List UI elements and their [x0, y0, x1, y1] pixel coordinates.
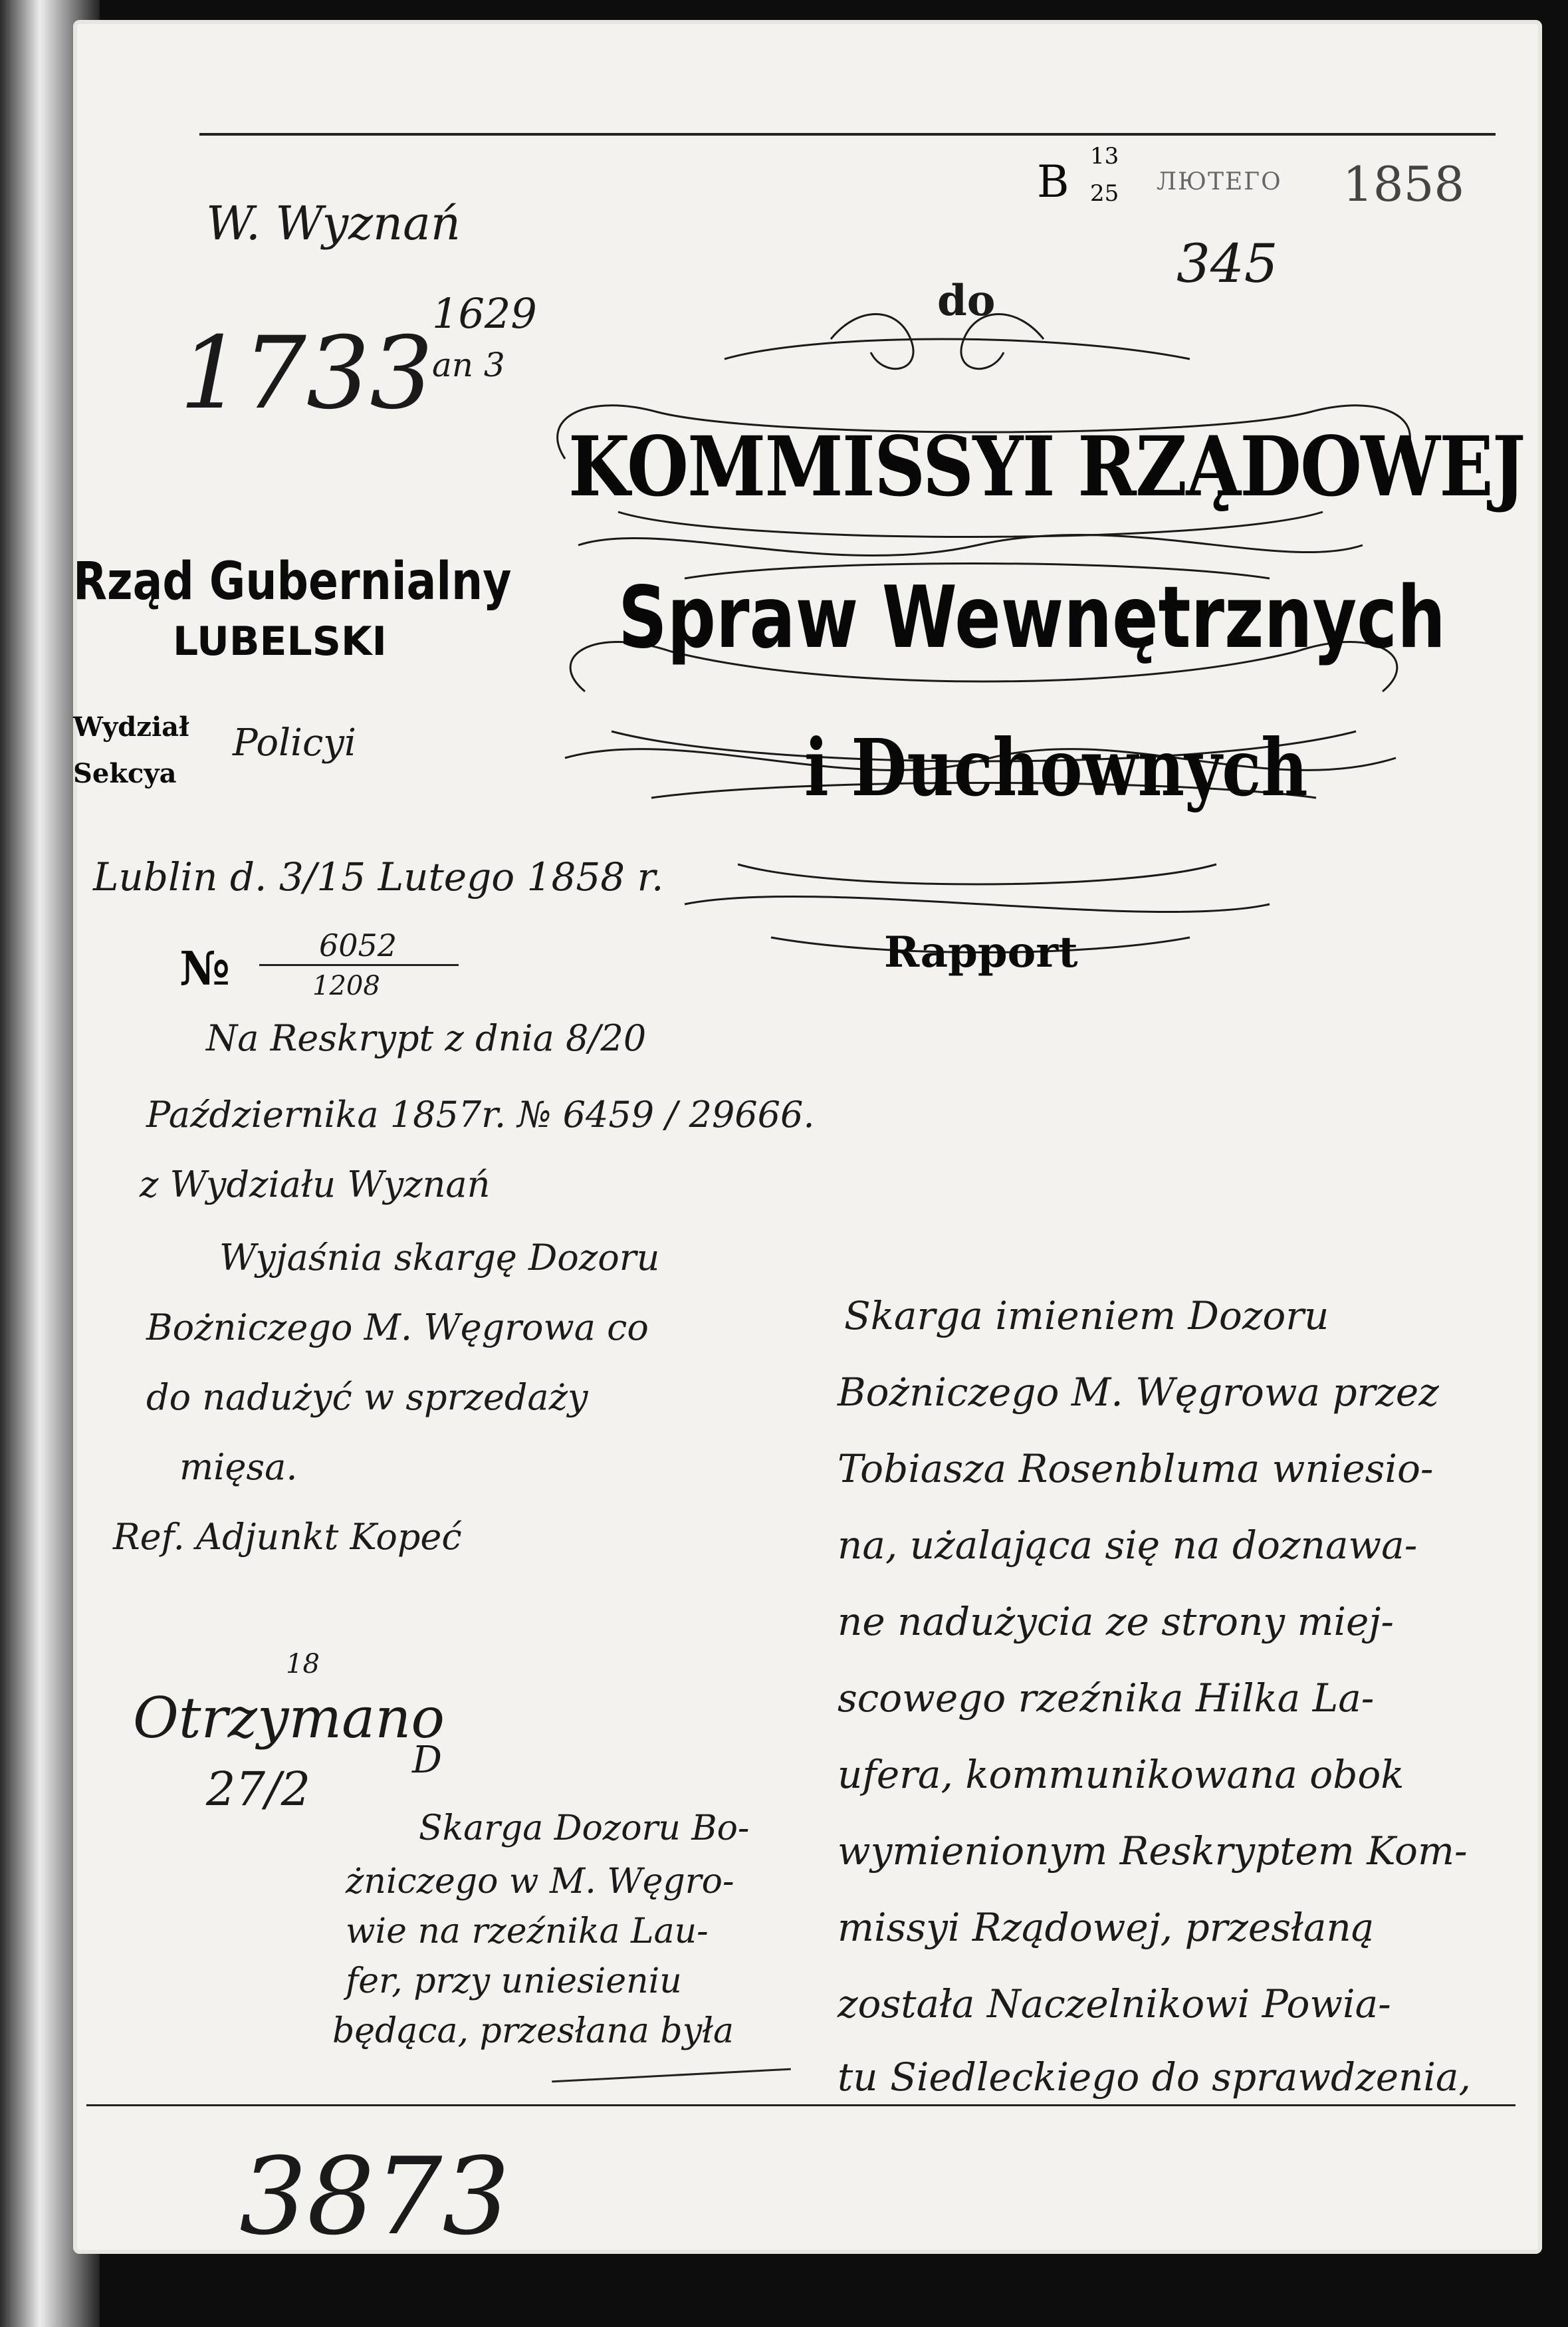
- document-page: [73, 20, 1542, 2259]
- bottom-rule: [86, 2104, 1515, 2106]
- no-value-bottom: 1208: [312, 971, 380, 1001]
- no-rule: [259, 964, 459, 966]
- sender-line1: Rząd Gubernialny: [73, 552, 512, 612]
- ref-line-6: do nadużyć w sprzedaży: [146, 1376, 588, 1418]
- no-value-top: 6052: [319, 927, 397, 963]
- ref-line-8: Ref. Adjunkt Kopeć: [113, 1516, 462, 1558]
- sender-line2: LUBELSKI: [173, 618, 387, 665]
- ref-line-1: Na Reskrypt z dnia 8/20: [206, 1017, 647, 1059]
- stamp-letter: B: [1037, 156, 1069, 207]
- annotation-line-2: żniczego w M. Węgro-: [346, 1862, 734, 1901]
- note-number-small: 1629: [432, 289, 537, 338]
- wydzial-value: Policyi: [233, 721, 356, 765]
- top-rule: [199, 133, 1496, 136]
- no-label: №: [179, 941, 231, 996]
- body-line-5: ne nadużycia ze strony miej-: [838, 1599, 1394, 1644]
- ref-line-7: mięsa.: [179, 1446, 298, 1488]
- doc-type-rapport: Rapport: [884, 927, 1078, 977]
- note-wyznan: W. Wyznań: [206, 196, 461, 251]
- header-line3: i Duchownych: [804, 721, 1308, 814]
- body-line-1: Skarga imieniem Dozoru: [844, 1293, 1329, 1338]
- ref-line-5: Bożniczego M. Węgrowa co: [146, 1306, 649, 1348]
- sekcya-label: Sekcya: [73, 758, 177, 789]
- annotation-letter: D: [412, 1739, 442, 1782]
- body-line-10: została Naczelnikowi Powia-: [838, 1981, 1391, 2026]
- stamp-day-bottom: 25: [1090, 180, 1119, 207]
- body-line-2: Bożniczego M. Węgrowa przez: [838, 1370, 1439, 1415]
- ref-line-4: Wyjaśnia skargę Dozoru: [219, 1237, 660, 1279]
- stamp-number: 345: [1176, 233, 1278, 295]
- note-number-big: 1733: [179, 316, 433, 431]
- received-note: Otrzymano: [133, 1685, 445, 1751]
- note-an: an 3: [432, 346, 505, 384]
- body-line-11: tu Siedleckiego do sprawdzenia,: [838, 2054, 1471, 2100]
- body-line-7: ufera, kommunikowana obok: [838, 1752, 1404, 1797]
- stamp-month: ЛЮТЕГО: [1157, 168, 1282, 195]
- body-line-3: Tobiasza Rosenbluma wniesio-: [838, 1446, 1434, 1491]
- header-line1: KOMMISSYI RZĄDOWEJ: [568, 419, 1525, 515]
- annotation-line-5: będąca, przesłana była: [332, 2011, 734, 2051]
- body-line-6: scowego rzeźnika Hilka La-: [838, 1675, 1375, 1721]
- body-line-8: wymienionym Reskryptem Kom-: [838, 1828, 1468, 1874]
- body-line-4: na, użalająca się na doznawa-: [838, 1523, 1418, 1568]
- header-line2: Spraw Wewnętrznych: [618, 568, 1446, 668]
- annotation-underline: [552, 2068, 791, 2083]
- registry-stamp: [1030, 143, 1496, 216]
- ref-line-3: z Wydziału Wyznań: [140, 1164, 491, 1205]
- body-line-9: missyi Rządowej, przesłaną: [838, 1905, 1375, 1950]
- stamp-year: 1858: [1343, 156, 1465, 212]
- received-number: 18: [286, 1649, 320, 1679]
- wydzial-label: Wydział: [73, 711, 189, 743]
- annotation-line-1: Skarga Dozoru Bo-: [419, 1808, 750, 1848]
- received-date: 27/2: [206, 1762, 311, 1816]
- ref-line-2: Października 1857r. № 6459 / 29666.: [146, 1094, 815, 1136]
- annotation-line-4: fer, przy uniesieniu: [346, 1961, 682, 2001]
- bottom-number: 3873: [239, 2134, 510, 2259]
- place-date: Lublin d. 3/15 Lutego 1858 r.: [93, 854, 664, 900]
- annotation-line-3: wie na rzeźnika Lau-: [346, 1911, 709, 1951]
- stamp-day-top: 13: [1090, 143, 1119, 170]
- header-do: do: [937, 276, 996, 326]
